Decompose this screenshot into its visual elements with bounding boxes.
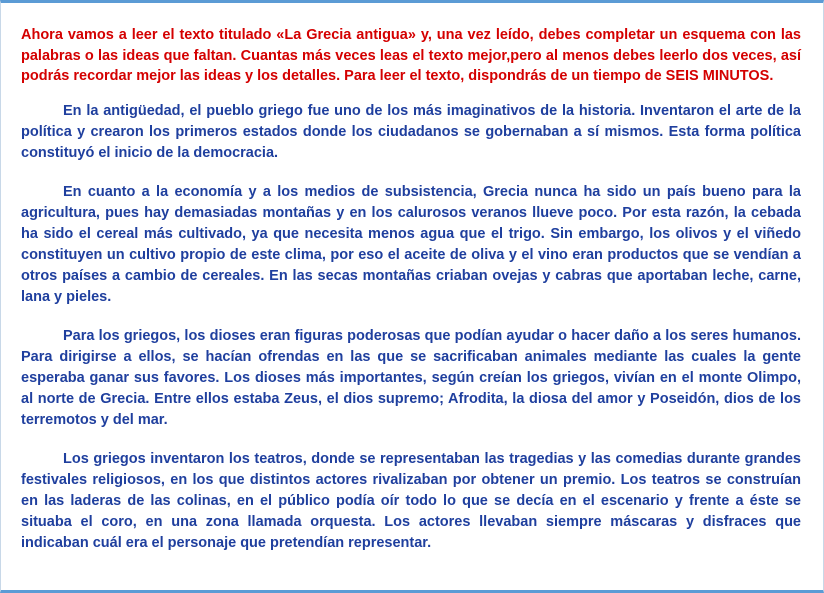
text-paragraph: Los griegos inventaron los teatros, donde se representaban las tragedias y las comedias durante grandes festivales religiosos, en los que distintos actores rivalizaban por obtener un premio. Los teatros se construían en las laderas de las colinas, en el público podía oír todo lo que se decía en el escenario y frente a éste se situaba el coro, en una zona llamada orquesta. Los actores llevaban siempre máscaras y disfraces que indicaban cuál era el personaje que pretendían representar.	[21, 450, 801, 552]
text-paragraph: En la antigüedad, el pueblo griego fue uno de los más imaginativos de la historia. Inventaron el arte de la política y crearon los primeros estados donde los ciudadanos se gobernaban a sí mismos. Esta forma política constituyó el inicio de la democracia.	[21, 102, 801, 161]
reading-text	[21, 101, 801, 554]
text-paragraph: Para los griegos, los dioses eran figuras poderosas que podían ayudar o hacer daño a los seres humanos. Para dirigirse a ellos, se hacían ofrendas en las que se sacrificaban animales mediante las cuales la gente esperaba ganar sus favores. Los dioses más importantes, según creían los griegos, vivían en el monte Olimpo, al norte de Grecia. Entre ellos estaba Zeus, el dios supremo; Afrodita, la diosa del amor y Poseidón, dios de los terremotos y del mar.	[21, 327, 801, 428]
instructions-paragraph: Ahora vamos a leer el texto titulado «La Grecia antigua» y, una vez leído, debes completar un esquema con las palabras o las ideas que faltan. Cuantas más veces leas el texto mejor,pero al menos debes leerlo dos veces, así podrás recordar mejor las ideas y los detalles. Para leer el texto, dispondrás de un tiempo de SEIS MINUTOS.	[21, 27, 801, 85]
text-paragraph: En cuanto a la economía y a los medios de subsistencia, Grecia nunca ha sido un país bueno para la agricultura, pues hay demasiadas montañas y en los calurosos veranos llueve poco. Por esta razón, la cebada ha sido el cereal más cultivado, ya que necesita menos agua que el trigo. Sin embargo, los olivos y el viñedo constituyen un cultivo propio de este clima, por eso el aceite de oliva y el vino eran productos que se vendían a otros países a cambio de cereales. En las secas montañas criaban ovejas y cabras que aportaban leche, carne, lana y pieles.	[21, 183, 801, 305]
